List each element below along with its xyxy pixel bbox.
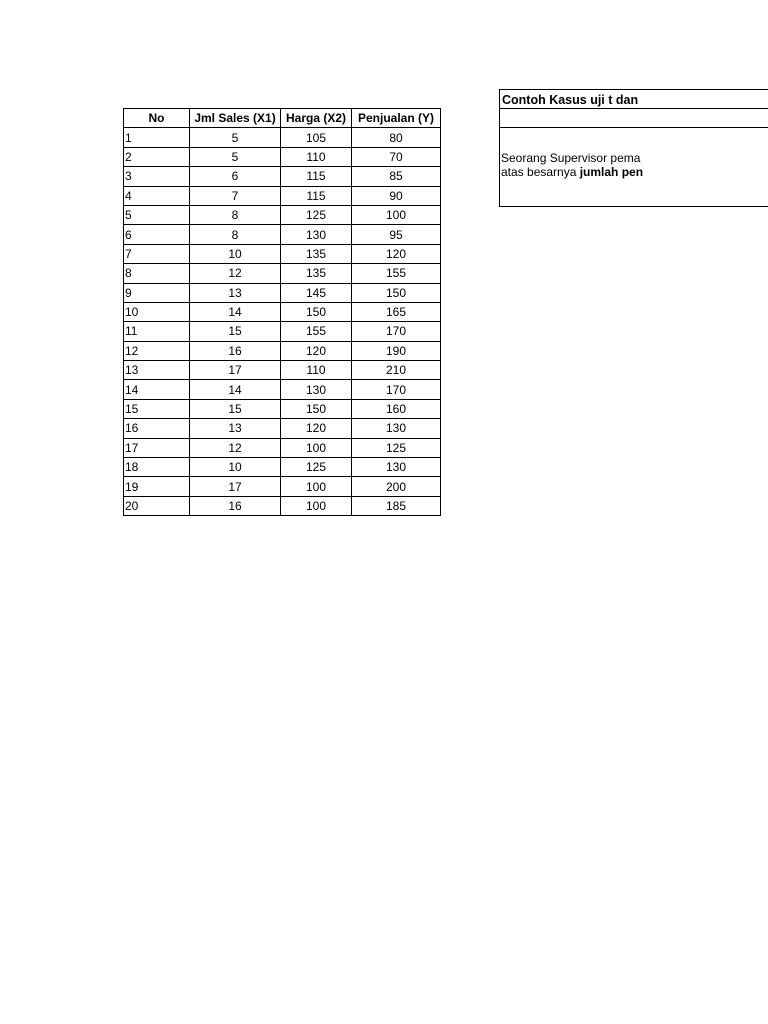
cell-penjualan: 90 (352, 186, 441, 205)
cell-jml-sales: 7 (190, 186, 281, 205)
cell-no: 17 (124, 438, 190, 457)
cell-penjualan: 130 (352, 419, 441, 438)
cell-no: 13 (124, 361, 190, 380)
cell-jml-sales: 15 (190, 399, 281, 418)
table-row (124, 302, 441, 321)
cell-harga: 110 (281, 361, 352, 380)
cell-penjualan: 100 (352, 205, 441, 224)
cell-harga: 110 (281, 147, 352, 166)
cell-harga: 135 (281, 264, 352, 283)
cell-jml-sales: 8 (190, 205, 281, 224)
table-header-row (124, 109, 441, 128)
cell-penjualan: 200 (352, 477, 441, 496)
table-row (124, 283, 441, 302)
case-line-2 (501, 165, 768, 179)
cell-harga: 100 (281, 496, 352, 515)
table-row (124, 322, 441, 341)
cell-harga: 125 (281, 205, 352, 224)
cell-jml-sales: 17 (190, 361, 281, 380)
table-row (124, 225, 441, 244)
cell-jml-sales: 16 (190, 341, 281, 360)
table-row (124, 128, 441, 147)
cell-harga: 115 (281, 167, 352, 186)
table-row (124, 477, 441, 496)
cell-no: 4 (124, 186, 190, 205)
cell-jml-sales: 17 (190, 477, 281, 496)
cell-penjualan: 165 (352, 302, 441, 321)
case-title: Contoh Kasus uji t dan (499, 89, 768, 109)
case-line-2-text: atas besarnya (501, 165, 580, 179)
cell-penjualan: 125 (352, 438, 441, 457)
cell-penjualan: 70 (352, 147, 441, 166)
cell-penjualan: 155 (352, 264, 441, 283)
cell-jml-sales: 10 (190, 458, 281, 477)
cell-penjualan: 130 (352, 458, 441, 477)
cell-jml-sales: 12 (190, 438, 281, 457)
table-row (124, 399, 441, 418)
cell-harga: 100 (281, 438, 352, 457)
table-row (124, 380, 441, 399)
cell-jml-sales: 15 (190, 322, 281, 341)
cell-no: 20 (124, 496, 190, 515)
cell-penjualan: 95 (352, 225, 441, 244)
cell-jml-sales: 13 (190, 419, 281, 438)
cell-penjualan: 120 (352, 244, 441, 263)
cell-jml-sales: 14 (190, 380, 281, 399)
cell-penjualan: 170 (352, 380, 441, 399)
table-row (124, 264, 441, 283)
cell-no: 1 (124, 128, 190, 147)
table-row (124, 419, 441, 438)
cell-harga: 130 (281, 380, 352, 399)
cell-harga: 130 (281, 225, 352, 244)
cell-harga: 150 (281, 302, 352, 321)
cell-no: 2 (124, 147, 190, 166)
cell-no: 9 (124, 283, 190, 302)
cell-harga: 120 (281, 419, 352, 438)
cell-penjualan: 210 (352, 361, 441, 380)
cell-no: 3 (124, 167, 190, 186)
cell-jml-sales: 14 (190, 302, 281, 321)
cell-no: 19 (124, 477, 190, 496)
sales-data-table (123, 108, 441, 516)
cell-jml-sales: 10 (190, 244, 281, 263)
cell-harga: 125 (281, 458, 352, 477)
cell-harga: 135 (281, 244, 352, 263)
table-row (124, 438, 441, 457)
cell-jml-sales: 13 (190, 283, 281, 302)
cell-jml-sales: 5 (190, 147, 281, 166)
table-row (124, 244, 441, 263)
cell-jml-sales: 16 (190, 496, 281, 515)
cell-harga: 115 (281, 186, 352, 205)
cell-no: 14 (124, 380, 190, 399)
cell-harga: 145 (281, 283, 352, 302)
cell-jml-sales: 8 (190, 225, 281, 244)
cell-penjualan: 80 (352, 128, 441, 147)
table-row (124, 341, 441, 360)
cell-no: 15 (124, 399, 190, 418)
cell-penjualan: 170 (352, 322, 441, 341)
cell-penjualan: 150 (352, 283, 441, 302)
cell-no: 18 (124, 458, 190, 477)
cell-harga: 100 (281, 477, 352, 496)
header-jml-sales: Jml Sales (X1) (190, 109, 281, 128)
case-line-2-bold: jumlah pen (579, 165, 644, 179)
table-row (124, 496, 441, 515)
cell-penjualan: 160 (352, 399, 441, 418)
case-box (499, 89, 768, 207)
case-line-1: Seorang Supervisor pema (501, 151, 641, 165)
case-blank-row (499, 109, 768, 128)
table-row (124, 361, 441, 380)
cell-no: 6 (124, 225, 190, 244)
cell-jml-sales: 6 (190, 167, 281, 186)
table-row (124, 186, 441, 205)
header-no: No (124, 109, 190, 128)
cell-no: 11 (124, 322, 190, 341)
cell-harga: 150 (281, 399, 352, 418)
cell-jml-sales: 12 (190, 264, 281, 283)
cell-no: 16 (124, 419, 190, 438)
cell-no: 10 (124, 302, 190, 321)
case-description (499, 128, 768, 207)
table-row (124, 205, 441, 224)
table-row (124, 458, 441, 477)
cell-harga: 120 (281, 341, 352, 360)
table-row (124, 147, 441, 166)
table-row (124, 167, 441, 186)
cell-penjualan: 85 (352, 167, 441, 186)
cell-penjualan: 190 (352, 341, 441, 360)
cell-penjualan: 185 (352, 496, 441, 515)
cell-no: 5 (124, 205, 190, 224)
header-penjualan: Penjualan (Y) (352, 109, 441, 128)
cell-no: 8 (124, 264, 190, 283)
cell-no: 12 (124, 341, 190, 360)
cell-no: 7 (124, 244, 190, 263)
cell-jml-sales: 5 (190, 128, 281, 147)
cell-harga: 105 (281, 128, 352, 147)
header-harga: Harga (X2) (281, 109, 352, 128)
cell-harga: 155 (281, 322, 352, 341)
